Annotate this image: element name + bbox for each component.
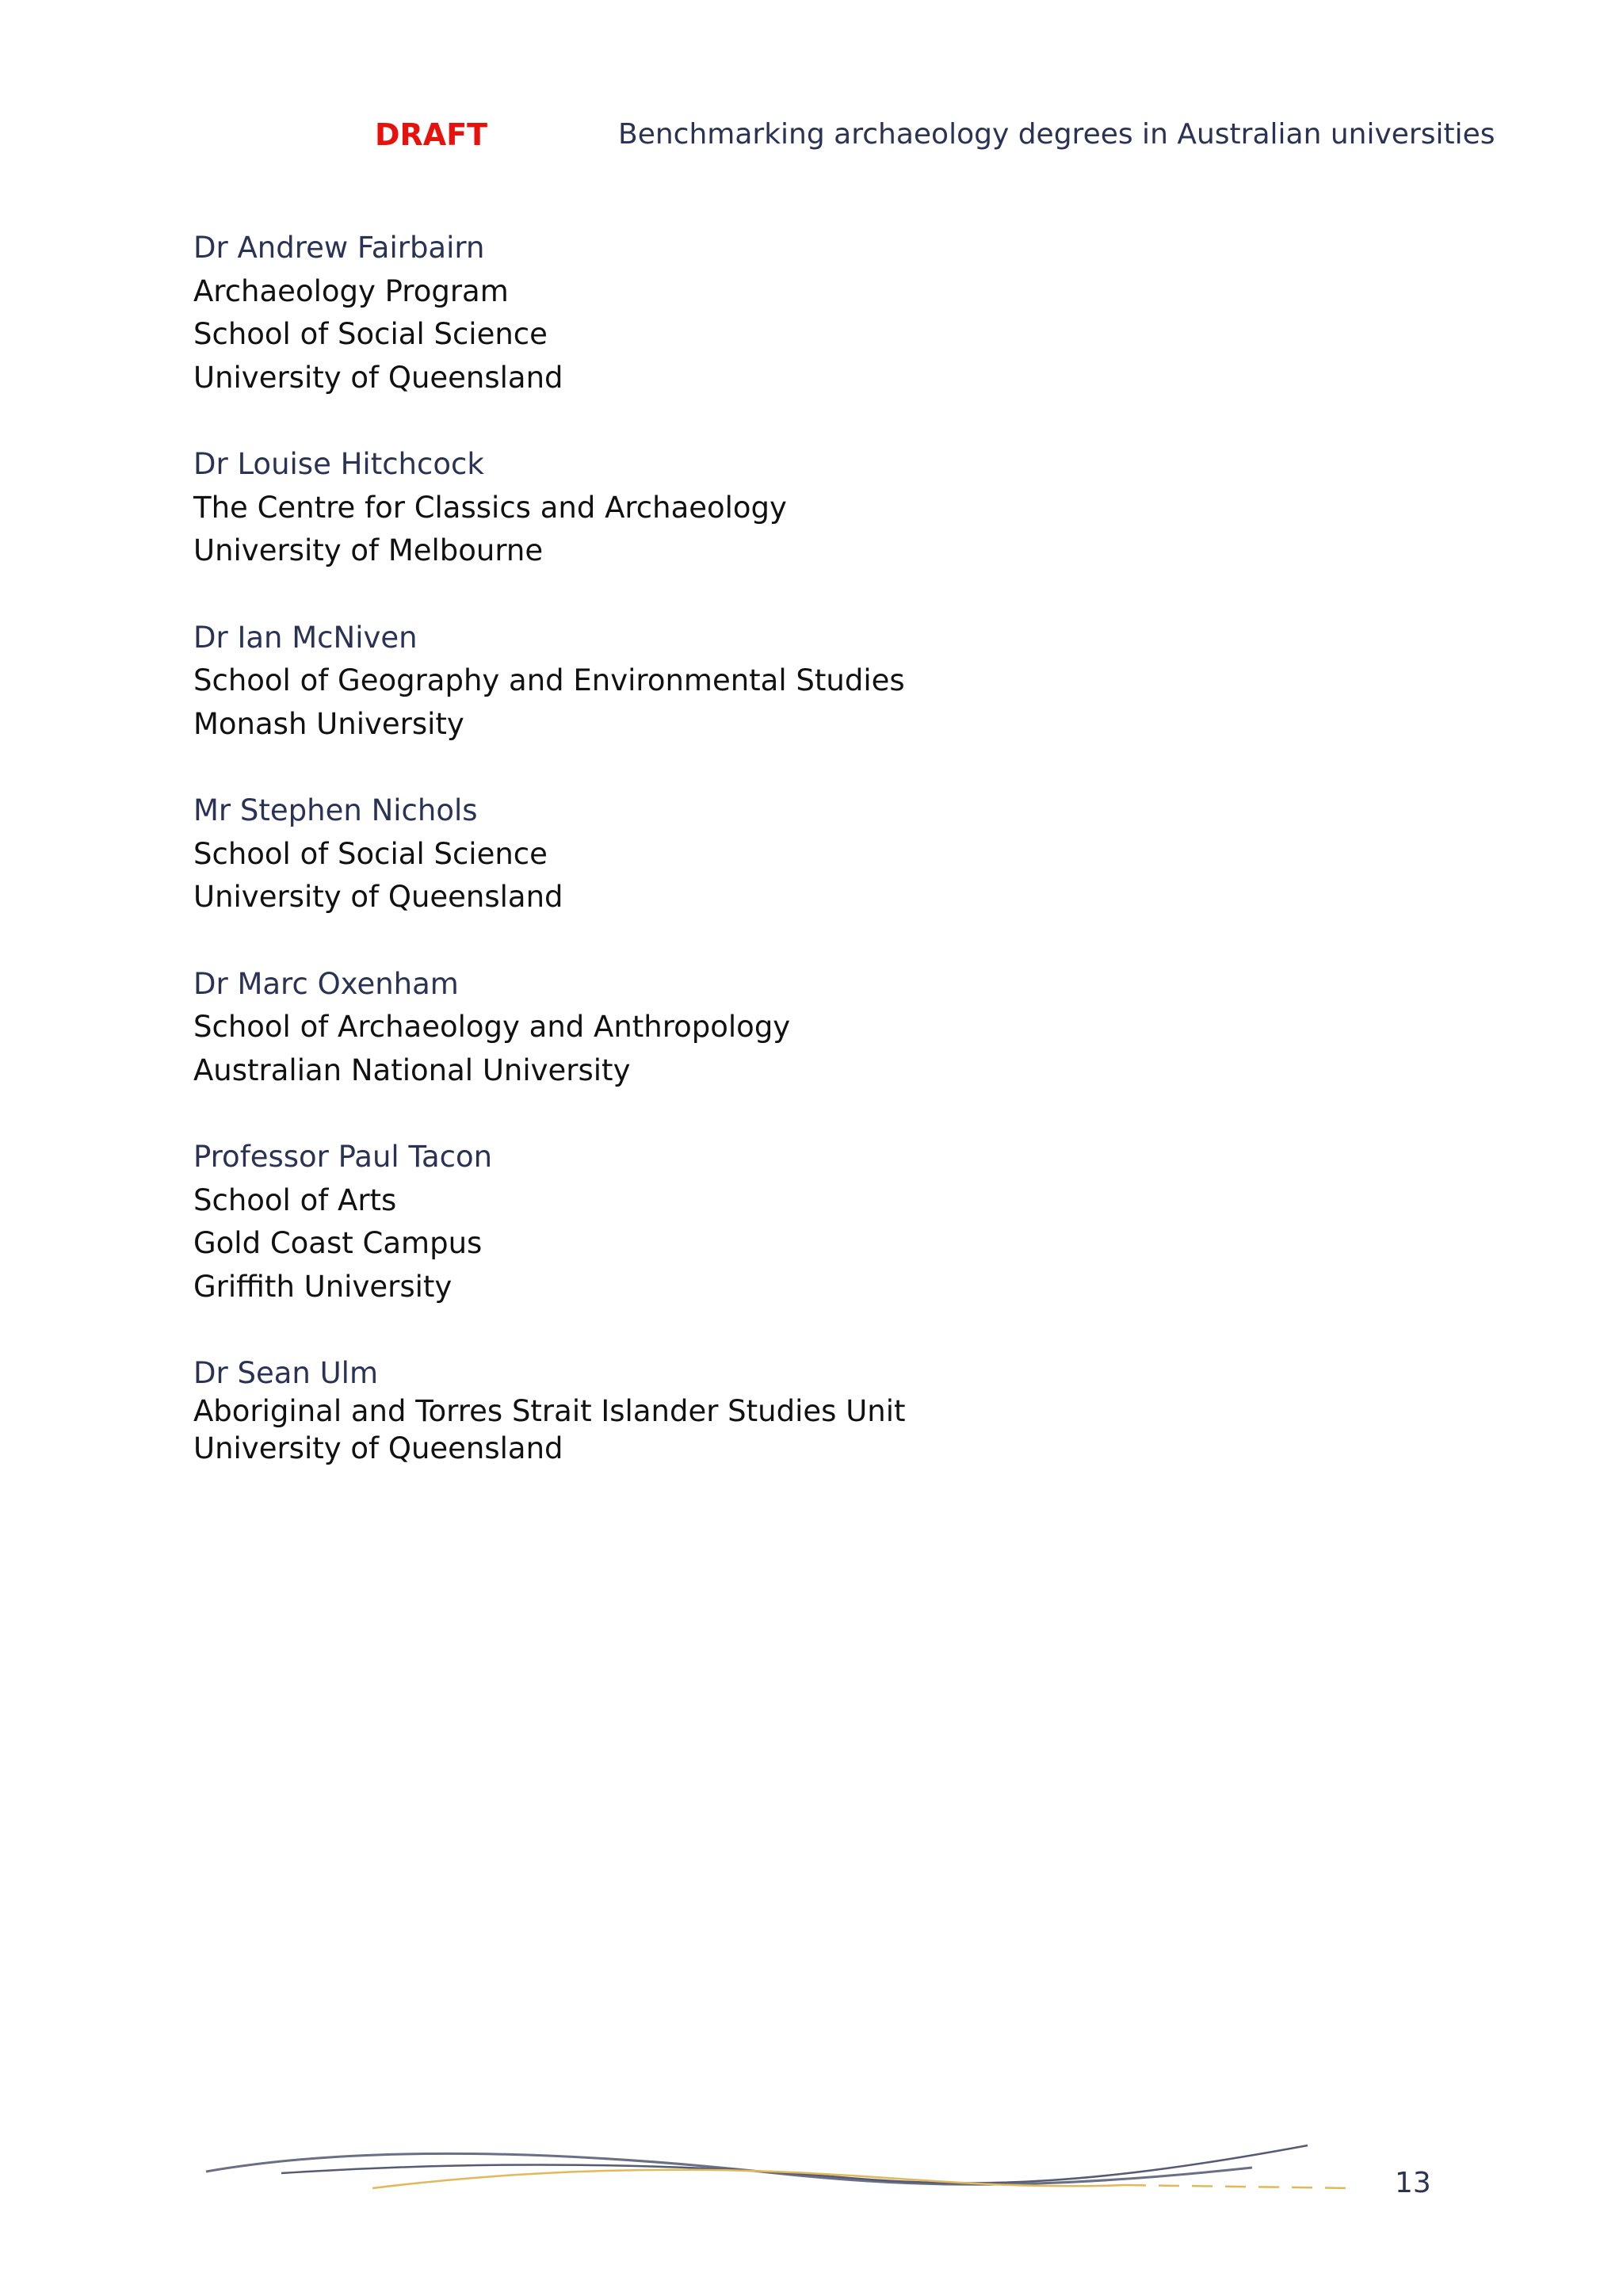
contact-affiliation-line: Griffith University bbox=[193, 1269, 453, 1304]
contact-name: Mr Stephen Nichols bbox=[193, 793, 478, 827]
contact-entry bbox=[193, 617, 1382, 747]
contact-affiliation-line: Aboriginal and Torres Strait Islander Studies Unit bbox=[193, 1393, 906, 1428]
contact-entry bbox=[193, 789, 1382, 919]
contact-entry bbox=[193, 963, 1382, 1093]
contact-name: Professor Paul Tacon bbox=[193, 1140, 493, 1174]
contact-affiliation-line: Archaeology Program bbox=[193, 273, 509, 308]
contact-affiliation-line: Monash University bbox=[193, 706, 464, 741]
page-number: 13 bbox=[1395, 2167, 1431, 2199]
contact-entry bbox=[193, 227, 1382, 399]
contact-name: Dr Louise Hitchcock bbox=[193, 447, 484, 481]
page-header bbox=[0, 111, 1623, 159]
contact-affiliation-line: School of Arts bbox=[193, 1182, 397, 1217]
contact-name: Dr Andrew Fairbairn bbox=[193, 231, 485, 265]
contact-entry bbox=[193, 1136, 1382, 1308]
contact-affiliation-line: University of Queensland bbox=[193, 880, 563, 914]
contact-name: Dr Ian McNiven bbox=[193, 620, 418, 655]
contact-affiliation-line: School of Social Science bbox=[193, 836, 548, 871]
contact-affiliation-line: Gold Coast Campus bbox=[193, 1226, 483, 1260]
contact-name: Dr Marc Oxenham bbox=[193, 966, 459, 1001]
contact-affiliation-line: Australian National University bbox=[193, 1052, 631, 1087]
document-title: Benchmarking archaeology degrees in Australian universities bbox=[618, 118, 1495, 151]
contact-name: Dr Sean Ulm bbox=[193, 1356, 379, 1390]
contact-affiliation-line: University of Queensland bbox=[193, 1431, 563, 1465]
draft-label: DRAFT bbox=[375, 117, 488, 152]
contact-affiliation-line: University of Melbourne bbox=[193, 533, 544, 567]
contact-affiliation-line: School of Archaeology and Anthropology bbox=[193, 1010, 791, 1044]
contact-entry bbox=[193, 443, 1382, 573]
contact-affiliation-line: University of Queensland bbox=[193, 360, 563, 395]
contact-affiliation-line: The Centre for Classics and Archaeology bbox=[193, 490, 787, 525]
contact-entry bbox=[193, 1352, 1382, 1470]
contact-affiliation-line: School of Geography and Environmental Studies bbox=[193, 663, 905, 697]
contact-list bbox=[193, 227, 1382, 1514]
footer-swoosh-decoration bbox=[190, 2128, 1371, 2207]
contact-affiliation-line: School of Social Science bbox=[193, 317, 548, 351]
